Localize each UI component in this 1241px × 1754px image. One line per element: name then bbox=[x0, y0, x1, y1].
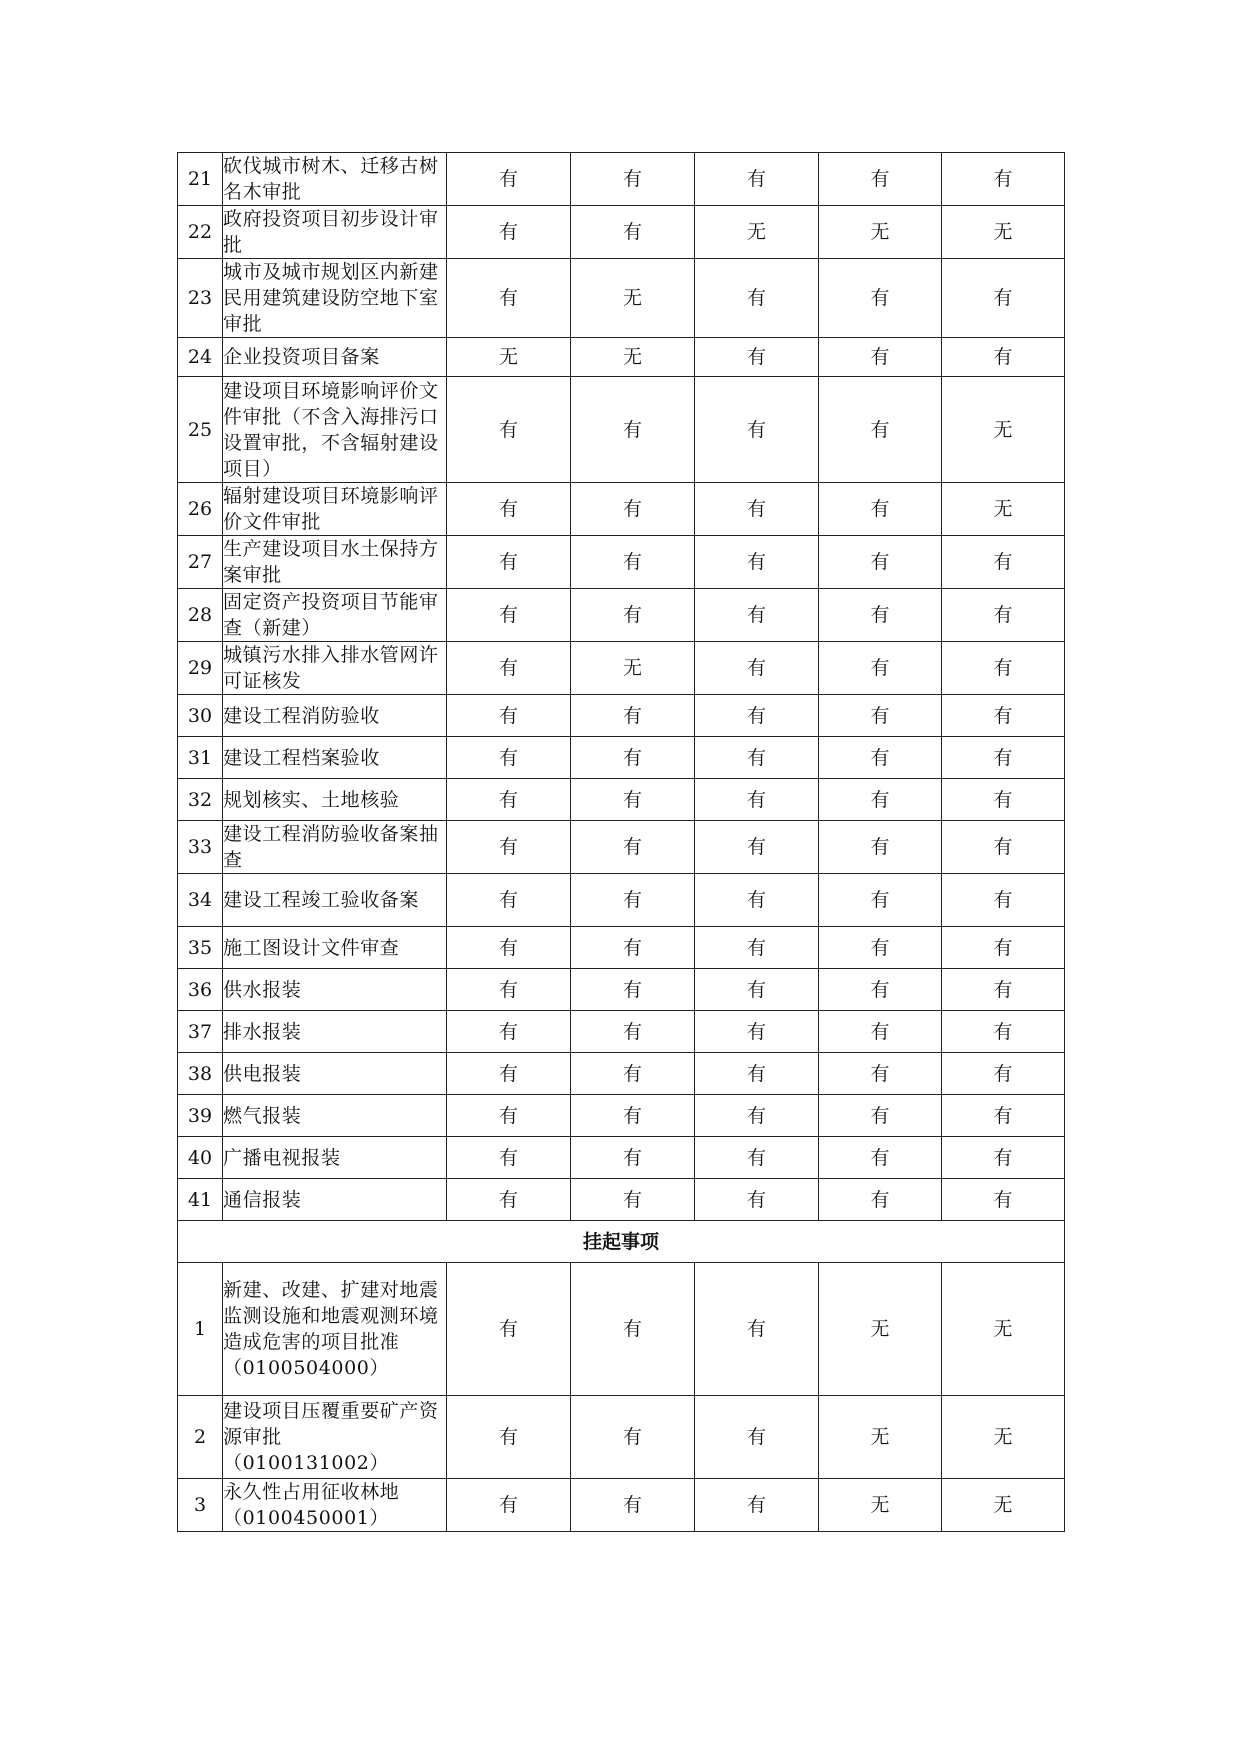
item-name: 建设工程竣工验收备案 bbox=[223, 889, 420, 911]
table-row bbox=[178, 259, 1065, 338]
mark-cell: 有 bbox=[447, 1396, 571, 1479]
section-header-row bbox=[178, 1221, 1065, 1263]
mark-cell: 有 bbox=[571, 1137, 695, 1179]
mark-cell: 有 bbox=[571, 779, 695, 821]
item-code: （0100131002） bbox=[223, 1452, 390, 1474]
mark-cell: 有 bbox=[695, 927, 819, 969]
mark-cell: 有 bbox=[819, 779, 942, 821]
item-name: 建设工程消防验收 bbox=[223, 704, 380, 727]
mark-cell: 有 bbox=[695, 969, 819, 1011]
mark-cell: 有 bbox=[571, 589, 695, 642]
mark-cell: 有 bbox=[571, 874, 695, 927]
mark-cell: 有 bbox=[447, 1095, 571, 1137]
mark-cell: 有 bbox=[447, 589, 571, 642]
mark-cell: 无 bbox=[695, 206, 819, 259]
table-row bbox=[178, 589, 1065, 642]
row-number: 28 bbox=[178, 589, 223, 642]
mark-cell: 有 bbox=[695, 695, 819, 737]
mark-cell: 有 bbox=[819, 153, 942, 206]
item-name: 生产建设项目水土保持方案审批 bbox=[223, 538, 439, 586]
mark-cell: 有 bbox=[819, 536, 942, 589]
mark-cell: 有 bbox=[571, 695, 695, 737]
table-row bbox=[178, 779, 1065, 821]
mark-cell: 有 bbox=[695, 1479, 819, 1532]
mark-cell: 有 bbox=[819, 1011, 942, 1053]
item-name: 建设项目环境影响评价文件审批（不含入海排污口设置审批，不含辐射建设项目） bbox=[223, 379, 439, 480]
suspended-section bbox=[178, 1221, 1065, 1263]
mark-cell: 有 bbox=[819, 969, 942, 1011]
row-number: 1 bbox=[178, 1263, 223, 1396]
mark-cell: 有 bbox=[571, 206, 695, 259]
row-number: 37 bbox=[178, 1011, 223, 1053]
mark-cell: 有 bbox=[695, 874, 819, 927]
mark-cell: 有 bbox=[447, 1137, 571, 1179]
row-number: 30 bbox=[178, 695, 223, 737]
table-row bbox=[178, 377, 1065, 483]
table-row bbox=[178, 338, 1065, 377]
mark-cell: 有 bbox=[942, 1011, 1065, 1053]
item-name-cell bbox=[223, 737, 447, 779]
item-name: 城镇污水排入排水管网许可证核发 bbox=[223, 644, 439, 692]
mark-cell: 有 bbox=[819, 927, 942, 969]
mark-cell: 有 bbox=[942, 589, 1065, 642]
mark-cell: 有 bbox=[942, 1095, 1065, 1137]
item-name: 燃气报装 bbox=[223, 1104, 302, 1127]
table-row bbox=[178, 874, 1065, 927]
mark-cell: 有 bbox=[695, 1053, 819, 1095]
item-name: 城市及城市规划区内新建民用建筑建设防空地下室审批 bbox=[223, 261, 439, 335]
row-number: 32 bbox=[178, 779, 223, 821]
item-name-cell bbox=[223, 1137, 447, 1179]
row-number: 2 bbox=[178, 1396, 223, 1479]
mark-cell: 有 bbox=[819, 377, 942, 483]
mark-cell: 有 bbox=[819, 589, 942, 642]
mark-cell: 有 bbox=[571, 483, 695, 536]
item-name: 新建、改建、扩建对地震监测设施和地震观测环境造成危害的项目批准 bbox=[223, 1279, 439, 1353]
mark-cell: 有 bbox=[942, 927, 1065, 969]
mark-cell: 有 bbox=[819, 695, 942, 737]
item-name-cell bbox=[223, 206, 447, 259]
item-name: 规划核实、土地核验 bbox=[223, 788, 400, 811]
table-row bbox=[178, 1479, 1065, 1532]
row-number: 23 bbox=[178, 259, 223, 338]
item-name-cell bbox=[223, 1479, 447, 1532]
table-row bbox=[178, 1263, 1065, 1396]
mark-cell: 有 bbox=[695, 377, 819, 483]
table-row bbox=[178, 1011, 1065, 1053]
approval-items-table bbox=[177, 152, 1065, 1532]
mark-cell: 有 bbox=[942, 536, 1065, 589]
mark-cell: 有 bbox=[447, 259, 571, 338]
table-row bbox=[178, 536, 1065, 589]
item-name: 广播电视报装 bbox=[223, 1146, 341, 1169]
mark-cell: 有 bbox=[942, 1179, 1065, 1221]
mark-cell: 有 bbox=[695, 779, 819, 821]
mark-cell: 无 bbox=[942, 483, 1065, 536]
mark-cell: 有 bbox=[819, 821, 942, 874]
mark-cell: 有 bbox=[942, 737, 1065, 779]
mark-cell: 有 bbox=[571, 821, 695, 874]
item-name-cell bbox=[223, 377, 447, 483]
row-number: 22 bbox=[178, 206, 223, 259]
row-number: 24 bbox=[178, 338, 223, 377]
suspended-items-body bbox=[178, 1263, 1065, 1532]
mark-cell: 有 bbox=[571, 377, 695, 483]
mark-cell: 有 bbox=[695, 1137, 819, 1179]
mark-cell: 有 bbox=[695, 483, 819, 536]
item-name-cell bbox=[223, 338, 447, 377]
mark-cell: 无 bbox=[819, 1479, 942, 1532]
mark-cell: 有 bbox=[695, 821, 819, 874]
row-number: 41 bbox=[178, 1179, 223, 1221]
mark-cell: 有 bbox=[695, 536, 819, 589]
mark-cell: 有 bbox=[571, 1179, 695, 1221]
table-row bbox=[178, 737, 1065, 779]
mark-cell: 有 bbox=[942, 642, 1065, 695]
item-name-cell bbox=[223, 589, 447, 642]
item-name-cell bbox=[223, 969, 447, 1011]
item-code: （0100450001） bbox=[223, 1507, 390, 1529]
item-code: （0100504000） bbox=[223, 1357, 390, 1379]
mark-cell: 有 bbox=[819, 483, 942, 536]
mark-cell: 有 bbox=[942, 153, 1065, 206]
row-number: 35 bbox=[178, 927, 223, 969]
mark-cell: 有 bbox=[447, 1179, 571, 1221]
row-number: 39 bbox=[178, 1095, 223, 1137]
mark-cell: 有 bbox=[819, 338, 942, 377]
items-table-body bbox=[178, 153, 1065, 1221]
item-name-cell bbox=[223, 483, 447, 536]
row-number: 27 bbox=[178, 536, 223, 589]
item-name-cell bbox=[223, 927, 447, 969]
mark-cell: 无 bbox=[571, 338, 695, 377]
mark-cell: 有 bbox=[447, 536, 571, 589]
mark-cell: 有 bbox=[819, 1095, 942, 1137]
section-title: 挂起事项 bbox=[178, 1221, 1065, 1263]
item-name: 辐射建设项目环境影响评价文件审批 bbox=[223, 485, 439, 533]
row-number: 26 bbox=[178, 483, 223, 536]
mark-cell: 有 bbox=[447, 1263, 571, 1396]
table-row bbox=[178, 1137, 1065, 1179]
item-name-cell bbox=[223, 1179, 447, 1221]
mark-cell: 有 bbox=[819, 737, 942, 779]
mark-cell: 有 bbox=[447, 969, 571, 1011]
item-name: 固定资产投资项目节能审查（新建） bbox=[223, 591, 439, 639]
table-row bbox=[178, 206, 1065, 259]
row-number: 36 bbox=[178, 969, 223, 1011]
mark-cell: 有 bbox=[571, 153, 695, 206]
mark-cell: 有 bbox=[942, 259, 1065, 338]
mark-cell: 有 bbox=[447, 1053, 571, 1095]
row-number: 33 bbox=[178, 821, 223, 874]
mark-cell: 无 bbox=[571, 259, 695, 338]
item-name: 砍伐城市树木、迁移古树名木审批 bbox=[223, 155, 439, 203]
mark-cell: 有 bbox=[571, 1095, 695, 1137]
table-row bbox=[178, 695, 1065, 737]
item-name: 供电报装 bbox=[223, 1062, 302, 1085]
mark-cell: 有 bbox=[571, 969, 695, 1011]
row-number: 40 bbox=[178, 1137, 223, 1179]
item-name: 通信报装 bbox=[223, 1188, 302, 1211]
mark-cell: 有 bbox=[447, 153, 571, 206]
mark-cell: 无 bbox=[819, 1263, 942, 1396]
item-name: 建设项目压覆重要矿产资源审批 bbox=[223, 1400, 439, 1448]
mark-cell: 无 bbox=[942, 1396, 1065, 1479]
mark-cell: 有 bbox=[819, 1053, 942, 1095]
mark-cell: 有 bbox=[695, 1396, 819, 1479]
table-row bbox=[178, 642, 1065, 695]
mark-cell: 有 bbox=[695, 737, 819, 779]
mark-cell: 无 bbox=[942, 377, 1065, 483]
mark-cell: 有 bbox=[447, 695, 571, 737]
mark-cell: 有 bbox=[447, 1011, 571, 1053]
table-row bbox=[178, 1053, 1065, 1095]
mark-cell: 有 bbox=[447, 642, 571, 695]
row-number: 31 bbox=[178, 737, 223, 779]
item-name-cell bbox=[223, 259, 447, 338]
mark-cell: 有 bbox=[447, 377, 571, 483]
table-row bbox=[178, 153, 1065, 206]
mark-cell: 无 bbox=[942, 1479, 1065, 1532]
mark-cell: 有 bbox=[447, 874, 571, 927]
item-name-cell bbox=[223, 874, 447, 927]
mark-cell: 有 bbox=[819, 259, 942, 338]
mark-cell: 无 bbox=[942, 1263, 1065, 1396]
mark-cell: 有 bbox=[695, 1011, 819, 1053]
row-number: 29 bbox=[178, 642, 223, 695]
table-row bbox=[178, 483, 1065, 536]
mark-cell: 有 bbox=[942, 338, 1065, 377]
mark-cell: 有 bbox=[942, 874, 1065, 927]
mark-cell: 有 bbox=[695, 338, 819, 377]
table-row bbox=[178, 1179, 1065, 1221]
item-name: 企业投资项目备案 bbox=[223, 346, 380, 368]
item-name-cell bbox=[223, 1396, 447, 1479]
item-name: 供水报装 bbox=[223, 978, 302, 1001]
row-number: 25 bbox=[178, 377, 223, 483]
mark-cell: 有 bbox=[942, 1137, 1065, 1179]
mark-cell: 有 bbox=[695, 1179, 819, 1221]
item-name-cell bbox=[223, 695, 447, 737]
mark-cell: 有 bbox=[571, 1053, 695, 1095]
mark-cell: 有 bbox=[571, 536, 695, 589]
mark-cell: 有 bbox=[942, 969, 1065, 1011]
mark-cell: 有 bbox=[819, 1179, 942, 1221]
mark-cell: 有 bbox=[942, 695, 1065, 737]
mark-cell: 有 bbox=[571, 1263, 695, 1396]
mark-cell: 无 bbox=[447, 338, 571, 377]
mark-cell: 有 bbox=[695, 1263, 819, 1396]
item-name: 永久性占用征收林地 bbox=[223, 1481, 400, 1503]
mark-cell: 无 bbox=[942, 206, 1065, 259]
row-number: 3 bbox=[178, 1479, 223, 1532]
item-name-cell bbox=[223, 1011, 447, 1053]
item-name-cell bbox=[223, 1053, 447, 1095]
mark-cell: 有 bbox=[447, 927, 571, 969]
mark-cell: 有 bbox=[571, 737, 695, 779]
mark-cell: 有 bbox=[695, 259, 819, 338]
mark-cell: 有 bbox=[695, 153, 819, 206]
mark-cell: 有 bbox=[819, 642, 942, 695]
mark-cell: 有 bbox=[571, 1396, 695, 1479]
mark-cell: 有 bbox=[695, 642, 819, 695]
mark-cell: 有 bbox=[447, 737, 571, 779]
table-row bbox=[178, 927, 1065, 969]
mark-cell: 无 bbox=[571, 642, 695, 695]
mark-cell: 有 bbox=[695, 589, 819, 642]
item-name: 政府投资项目初步设计审批 bbox=[223, 208, 439, 256]
table-row bbox=[178, 1396, 1065, 1479]
mark-cell: 有 bbox=[942, 779, 1065, 821]
mark-cell: 无 bbox=[819, 206, 942, 259]
table-row bbox=[178, 821, 1065, 874]
mark-cell: 有 bbox=[695, 1095, 819, 1137]
mark-cell: 有 bbox=[571, 1479, 695, 1532]
item-name-cell bbox=[223, 1263, 447, 1396]
mark-cell: 无 bbox=[819, 1396, 942, 1479]
row-number: 34 bbox=[178, 874, 223, 927]
item-name: 建设工程消防验收备案抽查 bbox=[223, 823, 439, 871]
mark-cell: 有 bbox=[571, 927, 695, 969]
mark-cell: 有 bbox=[447, 779, 571, 821]
item-name-cell bbox=[223, 779, 447, 821]
mark-cell: 有 bbox=[447, 821, 571, 874]
mark-cell: 有 bbox=[447, 483, 571, 536]
mark-cell: 有 bbox=[942, 1053, 1065, 1095]
item-name-cell bbox=[223, 1095, 447, 1137]
item-name-cell bbox=[223, 642, 447, 695]
item-name-cell bbox=[223, 536, 447, 589]
item-name: 建设工程档案验收 bbox=[223, 746, 380, 769]
mark-cell: 有 bbox=[819, 1137, 942, 1179]
item-name: 排水报装 bbox=[223, 1020, 302, 1043]
row-number: 38 bbox=[178, 1053, 223, 1095]
mark-cell: 有 bbox=[447, 1479, 571, 1532]
mark-cell: 有 bbox=[942, 821, 1065, 874]
row-number: 21 bbox=[178, 153, 223, 206]
item-name: 施工图设计文件审查 bbox=[223, 936, 400, 959]
table-row bbox=[178, 969, 1065, 1011]
table-row bbox=[178, 1095, 1065, 1137]
item-name-cell bbox=[223, 821, 447, 874]
item-name-cell bbox=[223, 153, 447, 206]
mark-cell: 有 bbox=[819, 874, 942, 927]
mark-cell: 有 bbox=[447, 206, 571, 259]
mark-cell: 有 bbox=[571, 1011, 695, 1053]
